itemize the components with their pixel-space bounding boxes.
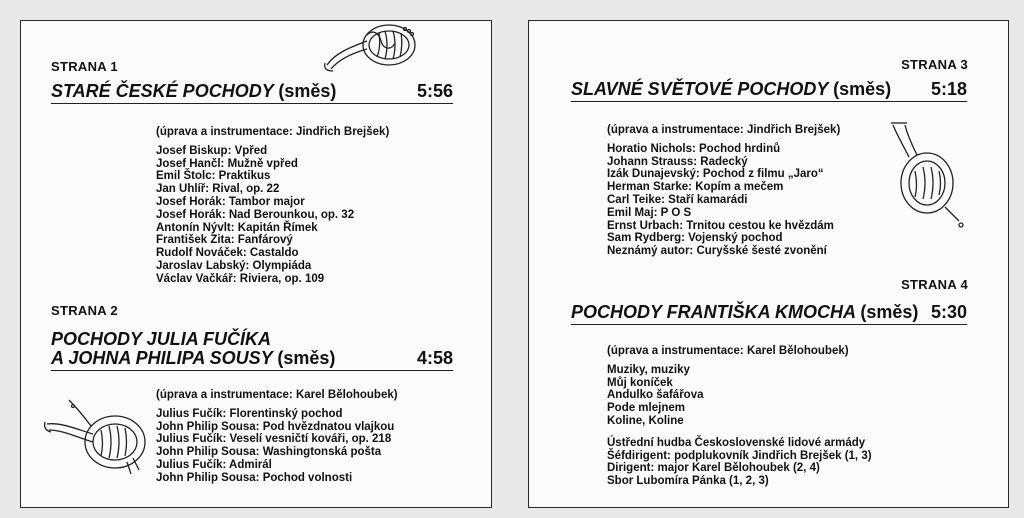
list-item: František Zita: Fanfárový xyxy=(156,234,293,247)
french-horn-illustration xyxy=(321,21,421,73)
list-item: Emil Štolc: Praktikus xyxy=(156,170,271,183)
side-2-arrangement: (úprava a instrumentace: Karel Bělohoubek) xyxy=(156,389,398,401)
list-item: Josef Hančl: Mužně vpřed xyxy=(156,157,298,170)
list-item: John Philip Sousa: Washingtonská pošta xyxy=(156,446,382,459)
side-3-title-row xyxy=(571,77,967,102)
side-2-tracklist xyxy=(156,389,398,485)
list-item: John Philip Sousa: Pochod volnosti xyxy=(156,471,353,484)
list-item: Jaroslav Labský: Olympiáda xyxy=(156,259,312,272)
side-1-tracklist xyxy=(156,126,389,286)
side-4-tracklist xyxy=(607,345,872,488)
list-item: Jan Uhlíř: Rival, op. 22 xyxy=(156,183,280,196)
list-item: Muziky, muziky xyxy=(607,363,690,376)
side-3-label: STRANA 3 xyxy=(901,57,968,72)
side-2-label: STRANA 2 xyxy=(51,303,118,318)
side-3-tracklist xyxy=(607,124,840,258)
side-1-duration: 5:56 xyxy=(416,81,453,101)
side-1-label: STRANA 1 xyxy=(51,59,118,74)
french-horn-illustration xyxy=(889,121,969,231)
french-horn-illustration xyxy=(43,396,153,478)
list-item: Pode mlejnem xyxy=(607,402,685,415)
list-item: John Philip Sousa: Pod hvězdnatou vlajkou xyxy=(156,420,395,433)
side-4-title-row xyxy=(571,300,967,325)
list-item: Johann Strauss: Radecký xyxy=(607,155,748,168)
side-1-title: STARÉ ČESKÉ POCHODY (směs) xyxy=(51,81,337,101)
list-item: Ernst Urbach: Trnitou cestou ke hvězdám xyxy=(607,219,834,232)
side-3-arrangement: (úprava a instrumentace: Jindřich Brejšek) xyxy=(607,124,841,136)
side-1-title-row xyxy=(51,79,453,104)
list-item: Josef Horák: Tambor major xyxy=(156,195,305,208)
list-item: Můj koníček xyxy=(607,376,673,389)
list-item: Neznámý autor: Curyšské šesté zvonění xyxy=(607,245,827,258)
list-item: Izák Dunajevský: Pochod z filmu „Jaro“ xyxy=(607,168,824,181)
list-item: Sam Rydberg: Vojenský pochod xyxy=(607,232,783,245)
credits-line: Šéfdirigent: podplukovník Jindřich Brejšek (1, 3) xyxy=(607,449,872,462)
list-item: Koline, Koline xyxy=(607,414,684,427)
list-item: Julius Fučík: Admirál xyxy=(156,458,272,471)
side-2-title-line1: POCHODY JULIA FUČÍKA xyxy=(51,329,272,349)
list-item: Herman Starke: Kopím a mečem xyxy=(607,181,784,194)
credits-line: Dirigent: major Karel Bělohoubek (2, 4) xyxy=(607,462,820,475)
side-4-arrangement: (úprava a instrumentace: Karel Bělohoubek) xyxy=(607,345,849,357)
side-3-title: SLAVNÉ SVĚTOVÉ POCHODY (směs) xyxy=(571,79,892,99)
side-2-title-line2: A JOHNA PHILIPA SOUSY (směs) xyxy=(51,348,336,368)
list-item: Andulko šafářova xyxy=(607,389,704,402)
side-4-label: STRANA 4 xyxy=(901,277,968,292)
side-3-duration: 5:18 xyxy=(930,79,967,99)
left-panel xyxy=(20,20,492,508)
side-2-duration: 4:58 xyxy=(416,348,453,368)
list-item: Josef Biskup: Vpřed xyxy=(156,144,268,157)
credits-line: Sbor Lubomíra Pánka (1, 2, 3) xyxy=(607,475,769,488)
list-item: Carl Teike: Staří kamarádi xyxy=(607,193,748,206)
list-item: Julius Fučík: Veselí vesničtí kováři, op. 218 xyxy=(156,433,392,446)
list-item: Josef Horák: Nad Berounkou, op. 32 xyxy=(156,208,355,221)
credits-line: Ústřední hudba Československé lidové armády xyxy=(607,436,866,449)
list-item: Antonín Nývlt: Kapitán Římek xyxy=(156,221,318,234)
right-panel xyxy=(528,20,1009,508)
side-2-title-row xyxy=(51,327,453,371)
side-4-title: POCHODY FRANTIŠKA KMOCHA (směs) xyxy=(571,302,919,322)
list-item: Václav Vačkář: Riviera, op. 109 xyxy=(156,272,325,285)
side-4-duration: 5:30 xyxy=(930,302,967,322)
list-item: Julius Fučík: Florentinský pochod xyxy=(156,407,343,420)
list-item: Horatio Nichols: Pochod hrdinů xyxy=(607,142,781,155)
list-item: Emil Maj: P O S xyxy=(607,206,692,219)
list-item: Rudolf Nováček: Castaldo xyxy=(156,247,299,260)
side-1-arrangement: (úprava a instrumentace: Jindřich Brejšek) xyxy=(156,126,390,138)
